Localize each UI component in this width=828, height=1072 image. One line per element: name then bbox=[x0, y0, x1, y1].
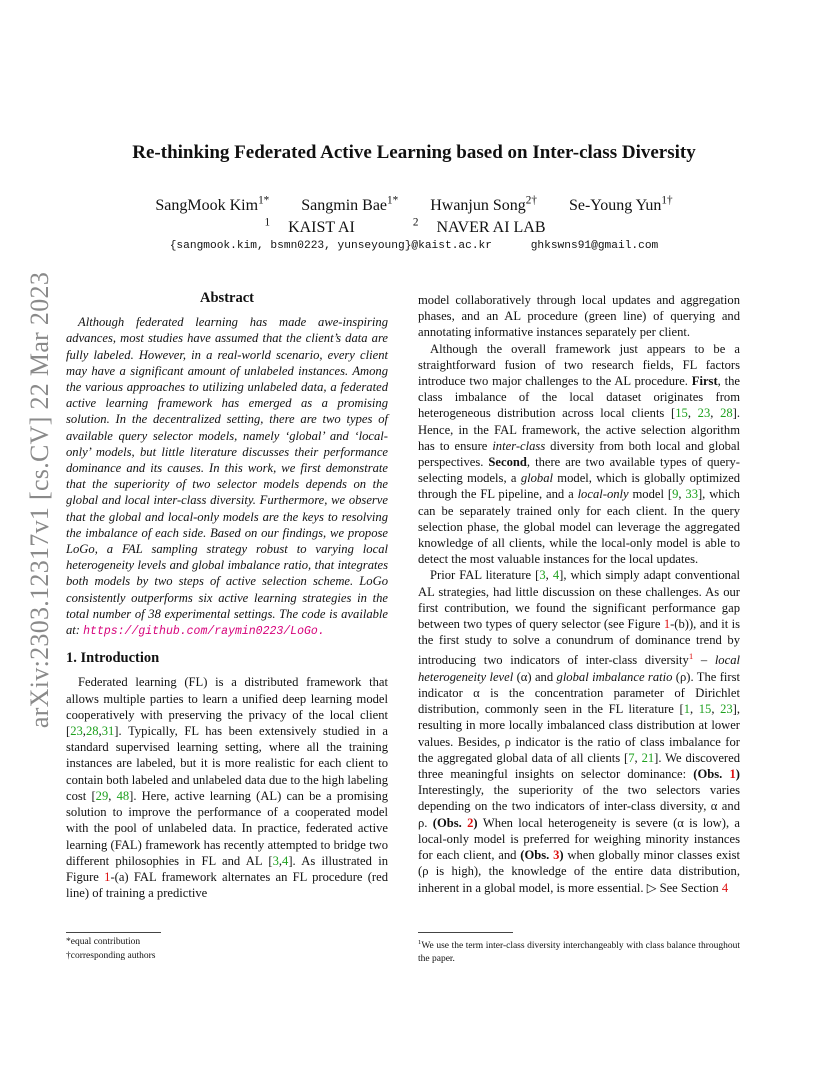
footnote: *equal contribution bbox=[66, 937, 141, 947]
citation[interactable]: 28 bbox=[85, 724, 99, 739]
footnote: $^1$We use the term inter-class diversity interchangeably with class balance throughout the paper. bbox=[418, 939, 740, 965]
paragraph: Although the overall framework just appears to be a straightforward fusion of two research fields, FL factors introduce two major challenges to the AL procedure. First, the class imbalance of the local dataset originates from heterogeneous distribution across local clients [15, 23, 28]. Hence, in the FAL framework, the active selection algorithm has to ensure inter-class diversity from both local and global perspectives. Second, there are two available types of query-selecting models, a global model, which is globally optimized through the FL pipeline, and a local-only model [9, 33], which can be separately trained only for each client. In the query selection phase, the global model can leverage the aggregated knowledge of all clients, while the local-only model is able to detect the most valuable instances for the local updates. bbox=[418, 341, 741, 567]
abstract-heading: Abstract bbox=[200, 290, 254, 306]
section-ref[interactable]: 4 bbox=[721, 880, 729, 895]
arxiv-sidebar bbox=[20, 271, 60, 729]
right-column bbox=[418, 292, 740, 896]
email: {sangmook.kim, bsmn0223, yunseyoung}@kaist.ac.kr bbox=[169, 240, 492, 252]
author-emails bbox=[0, 240, 828, 252]
citation[interactable]: 23 bbox=[720, 702, 733, 717]
footnote: †corresponding authors bbox=[66, 950, 156, 961]
citation[interactable]: 33 bbox=[685, 487, 698, 502]
paper-title: Re-thinking Federated Active Learning based on Inter-class Diversity bbox=[132, 142, 696, 163]
author: SangMook Kim$^{1*}$ bbox=[155, 195, 270, 215]
obs-ref[interactable]: 3 bbox=[553, 848, 560, 863]
author: Se-Young Yun$^{1\dagger}$ bbox=[568, 195, 673, 215]
obs-ref[interactable]: 1 bbox=[729, 767, 736, 782]
section-heading: 1. Introduction bbox=[66, 650, 160, 667]
citation[interactable]: 48 bbox=[116, 788, 130, 803]
citation[interactable]: 4 bbox=[282, 853, 289, 868]
citation[interactable]: 31 bbox=[101, 724, 115, 739]
paragraph: model collaboratively through local updates and aggregation phases, and an AL procedure (green line) of querying and annotating informative instances separately per client. bbox=[418, 293, 740, 340]
citation[interactable]: 3 bbox=[539, 568, 546, 583]
figure-ref[interactable]: 1 bbox=[663, 617, 671, 632]
footnotes-left bbox=[66, 936, 388, 963]
email: ghkswns91@gmail.com bbox=[530, 240, 659, 252]
footnote-rule bbox=[418, 932, 513, 933]
citation[interactable]: 9 bbox=[672, 487, 679, 502]
citation[interactable]: 29 bbox=[95, 788, 109, 803]
citation[interactable]: 15 bbox=[698, 702, 712, 717]
affiliations bbox=[0, 217, 828, 237]
citation[interactable]: 15 bbox=[675, 406, 688, 421]
arxiv-id: arXiv:2303.12317v1 [cs.CV] 22 Mar 2023 bbox=[25, 271, 54, 729]
footnote-rule bbox=[66, 932, 161, 933]
left-column bbox=[66, 290, 388, 901]
paragraph: Prior FAL literature [3, 4], which simply adapt conventional AL strategies, had little discussion on these challenges. As our first contribution, we found the significant performance gap between two types of query selector (see Figure 1-(b)), and it is the first study to solve a conundrum of dominance trend by introducing two indicators of inter-class diversity$^1$ – local heterogeneity level (α) and global imbalance ratio (ρ). The first indicator α is the concentration parameter of Dirichlet distribution, commonly seen in the FL literature [1, 15, 23], resulting in more locally imbalanced class distribution at lower values. Besides, ρ indicator is the ratio of class imbalance for the aggregated global data of all clients [7, 21]. We discovered three meaningful insights on selector dominance: (Obs. 1) Interestingly, the superiority of the two selectors varies depending on the two indicators of inter-class diversity, α and ρ. (Obs. 2) When local heterogeneity is severe (α is low), a local-only model is preferred for weighing minority instances for each client, and (Obs. 3) when globally minor classes exist (ρ is high), the knowledge of the entire data distribution, inherent in a global model, is more essential. ▷ See Section 4 bbox=[418, 568, 741, 895]
author: Sangmin Bae$^{1*}$ bbox=[301, 195, 399, 215]
affiliation: $^1$ KAIST AI bbox=[264, 217, 355, 237]
abstract-text: Although federated learning has made awe-inspiring advances, most studies have assumed that the client’s data are fully labeled. However, in a real-world scenario, every client may have a significant amount of unlabeled instances. Among the various approaches to utilizing unlabeled data, a federated active learning framework has emerged as a promising solution. In the decentralized setting, there are two types of available query selector models, namely ‘global’ and ‘local-only’ models, but little literature discusses their performance dominance and its causes. In this work, we first demonstrate that the superiority of two selector models depends on the global and local inter-class diversity. Furthermore, we observe that the global and local-only models are the keys to resolving the imbalance of each side. Based on our findings, we propose LoGo, a FAL sampling strategy robust to varying local heterogeneity levels and global imbalance ratio, that integrates both models by two steps of active selection scheme. LoGo consistently outperforms six active learning strategies in the total number of 38 experimental settings. The code is available at: https://github.com/raymin0223/LoGo. bbox=[66, 315, 388, 639]
citation[interactable]: 21 bbox=[641, 750, 655, 765]
affiliation: $^2$ NAVER AI LAB bbox=[412, 217, 546, 237]
citation[interactable]: 28 bbox=[720, 406, 733, 421]
figure-ref[interactable]: 1 bbox=[104, 869, 111, 884]
code-link[interactable]: https://github.com/raymin0223/LoGo. bbox=[83, 625, 325, 639]
citation[interactable]: 3 bbox=[272, 853, 279, 868]
author-list bbox=[0, 195, 828, 215]
citation[interactable]: 1 bbox=[683, 702, 690, 717]
citation[interactable]: 23 bbox=[70, 724, 83, 739]
obs-ref[interactable]: 2 bbox=[467, 815, 474, 830]
footnote-ref[interactable]: 1 bbox=[688, 651, 694, 662]
author: Hwanjun Song$^{2\dagger}$ bbox=[430, 195, 537, 215]
citation[interactable]: 7 bbox=[628, 750, 635, 765]
citation[interactable]: 23 bbox=[697, 406, 711, 421]
citation[interactable]: 4 bbox=[552, 568, 560, 583]
intro-paragraph: Federated learning (FL) is a distributed framework that allows multiple parties to learn a unified deep learning model cooperatively with preserving the privacy of the local client [23,28,31]. Typically, FL has been extensively studied in a standard supervised learning setting, where all the training instances are labeled, but it is more realistic for each client to contain both labeled and unlabeled data due to the high labeling cost [29, 48]. Here, active learning (AL) can be a promising solution to improve the performance of a cooperated model with the pool of unlabeled data. In practice, federated active learning (FAL) framework has recently attempted to bridge two different philosophies in FL and AL [3,4]. As illustrated in Figure 1-(a) FAL framework alternates an FL procedure (red line) of training a predictive bbox=[66, 675, 389, 901]
